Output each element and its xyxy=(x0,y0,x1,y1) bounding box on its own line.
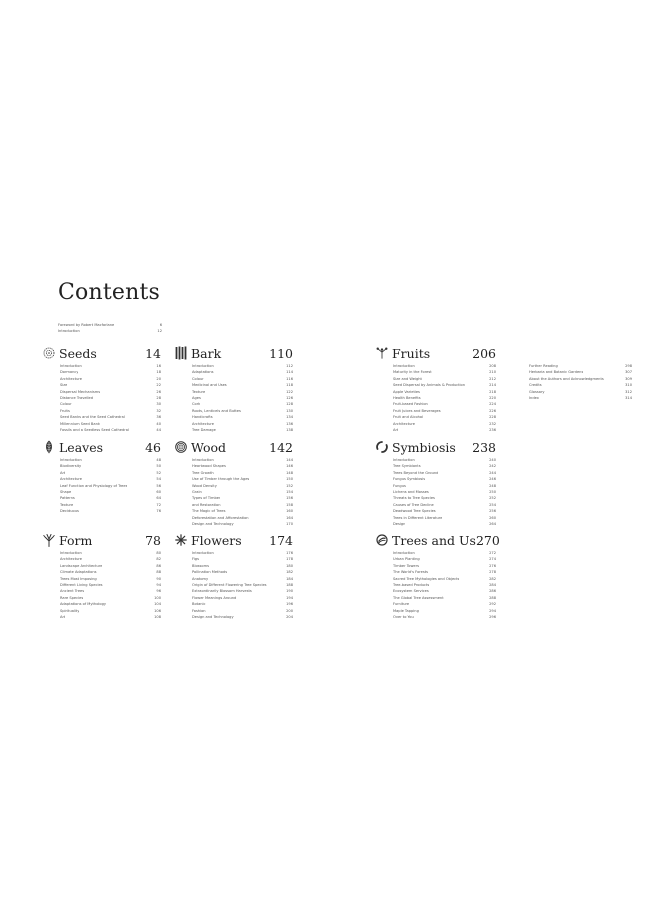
section-title[interactable]: Fruits xyxy=(392,345,431,361)
section-fruits xyxy=(376,345,496,433)
entry-label: Introduction xyxy=(393,364,415,368)
entry-page: 252 xyxy=(489,496,496,501)
entry-label: Glossary xyxy=(529,389,545,394)
entry-page: 314 xyxy=(625,396,632,401)
entry-page: 134 xyxy=(286,415,293,420)
entry-page: 40 xyxy=(156,421,161,426)
entry-label: Blossoms xyxy=(192,563,209,568)
entry-page: 64 xyxy=(156,496,161,501)
entry-page: 76 xyxy=(156,509,161,514)
entry-label: Rare Species xyxy=(60,595,84,600)
section-page: 238 xyxy=(472,439,496,455)
entry-label: Heartwood Shapes xyxy=(192,464,226,469)
entry-page: 150 xyxy=(286,477,293,482)
trees-and-us-icon xyxy=(376,533,388,547)
entry-label: Figs xyxy=(192,557,199,562)
entry-page: 56 xyxy=(156,483,161,488)
entry-label: Cork xyxy=(192,402,201,407)
entry-label: About the Authors and Acknowledgments xyxy=(529,376,604,381)
entry-page: 240 xyxy=(489,458,496,462)
entry-label: Adaptations xyxy=(192,370,214,375)
entry-label: Tree Symbionts xyxy=(393,464,421,469)
entry-label: Herbaria and Botanic Gardens xyxy=(529,370,584,375)
entry-page: 214 xyxy=(489,383,496,388)
entry-label: Maturity in the Forest xyxy=(393,370,432,375)
entry-page: 146 xyxy=(286,464,293,469)
section-page: 142 xyxy=(269,439,293,455)
entry-label: Trees Most Imposing xyxy=(60,576,97,581)
entry-label: Introduction xyxy=(393,551,415,555)
entry-page: 112 xyxy=(286,364,293,368)
section-entries xyxy=(175,457,293,527)
toc-entry[interactable] xyxy=(192,614,293,620)
entry-label: Introduction xyxy=(393,458,415,462)
entry-page: 118 xyxy=(286,383,293,388)
entry-label: Art xyxy=(60,615,66,620)
entry-label: Dormancy xyxy=(60,370,79,375)
entry-page: 82 xyxy=(156,557,161,562)
entry-page: 164 xyxy=(286,515,293,520)
entry-label: Fruits xyxy=(60,408,70,413)
entry-page: 32 xyxy=(156,408,161,413)
entry-page: 148 xyxy=(286,470,293,475)
toc-entry[interactable] xyxy=(60,427,161,433)
entry-page: 210 xyxy=(489,370,496,375)
entry-page: 272 xyxy=(489,551,496,555)
entry-page: 72 xyxy=(156,502,161,507)
toc-entry[interactable] xyxy=(60,614,161,620)
entry-label: Tree Damage xyxy=(192,428,216,433)
section-entries xyxy=(376,457,496,527)
toc-entry[interactable] xyxy=(393,427,496,433)
section-title[interactable]: Bark xyxy=(191,345,222,361)
entry-label: Spirituality xyxy=(60,608,80,613)
section-bark xyxy=(175,345,293,433)
entry-page: 298 xyxy=(625,364,632,368)
entry-page: 232 xyxy=(489,421,496,426)
entry-label: Introduction xyxy=(60,458,82,462)
entry-label: Grain xyxy=(192,490,202,495)
section-entries xyxy=(43,363,161,433)
entry-label: Botanic xyxy=(192,602,206,607)
entry-label: Introduction xyxy=(58,329,80,334)
entry-page: 88 xyxy=(156,570,161,575)
entry-page: 94 xyxy=(156,583,161,588)
entry-label: Trees in Different Literature xyxy=(393,515,443,520)
entry-label: Texture xyxy=(60,502,74,507)
entry-label: Design xyxy=(393,522,406,527)
entry-page: 312 xyxy=(625,389,632,394)
section-title[interactable]: Trees and Us xyxy=(392,532,476,548)
entry-label: Fashion xyxy=(192,608,206,613)
entry-page: 242 xyxy=(489,464,496,469)
toc-entry[interactable] xyxy=(192,427,293,433)
entry-page: 196 xyxy=(286,602,293,607)
fruit-icon xyxy=(376,346,388,360)
entry-label: Maple Tapping xyxy=(393,608,419,613)
entry-page: 188 xyxy=(286,583,293,588)
entry-label: Texture xyxy=(192,389,206,394)
toc-entry[interactable] xyxy=(529,395,632,401)
entry-label: Deciduous xyxy=(60,509,79,514)
entry-label: Patterns xyxy=(60,496,75,501)
entry-label: Wood Density xyxy=(192,483,217,488)
entry-page: 160 xyxy=(286,509,293,514)
toc-entry[interactable] xyxy=(393,614,496,620)
entry-page: 108 xyxy=(154,615,161,620)
entry-page: 194 xyxy=(286,595,293,600)
entry-page: 220 xyxy=(489,396,496,401)
entry-label: Seed Dispersal by Animals & Production xyxy=(393,383,466,388)
entry-page: 180 xyxy=(286,563,293,568)
entry-label: Fruit-based Fashion xyxy=(393,402,428,407)
entry-page: 26 xyxy=(156,389,161,394)
entry-label: Fruit Juices and Beverages xyxy=(393,408,441,413)
entry-page: 184 xyxy=(286,576,293,581)
section-title[interactable]: Symbiosis xyxy=(392,439,456,455)
entry-label: Deforestation and Afforestation xyxy=(192,515,249,520)
entry-page: 116 xyxy=(286,376,293,381)
entry-label: Apple Varieties xyxy=(393,389,420,394)
entry-label: Lichens and Mosses xyxy=(393,490,429,495)
bark-icon xyxy=(175,346,187,360)
entry-page: 244 xyxy=(489,470,496,475)
entry-page: 296 xyxy=(489,615,496,620)
section-trees-and-us xyxy=(376,532,500,620)
entry-label: Fungus Symbiosis xyxy=(393,477,426,482)
entry-label: Millennium Seed Bank xyxy=(60,421,100,426)
entry-label: Ancient Trees xyxy=(60,589,85,594)
entry-page: 224 xyxy=(489,402,496,407)
entry-label: Distance Travelled xyxy=(60,396,94,401)
entry-label: Pollination Methods xyxy=(192,570,228,575)
entry-page: 204 xyxy=(286,615,293,620)
entry-page: 248 xyxy=(489,483,496,488)
entry-label: Fruit and Alcohol xyxy=(393,415,424,420)
entry-label: Types of Timber xyxy=(192,496,221,501)
section-page: 14 xyxy=(145,345,161,361)
entry-label: Colour xyxy=(192,376,204,381)
section-page: 110 xyxy=(269,345,293,361)
symbiosis-icon xyxy=(376,440,388,454)
entry-page: 226 xyxy=(489,408,496,413)
entry-label: Introduction xyxy=(60,364,82,368)
entry-page: 264 xyxy=(489,522,496,527)
entry-label: Size and Weight xyxy=(393,376,422,381)
toc-entry[interactable] xyxy=(192,521,293,527)
entry-label: Introduction xyxy=(192,458,214,462)
entry-page: 122 xyxy=(286,389,293,394)
entry-page: 96 xyxy=(156,589,161,594)
section-wood xyxy=(175,439,293,527)
entry-page: 104 xyxy=(154,602,161,607)
entry-label: The Global Tree Assessment xyxy=(393,595,444,600)
entry-label: Dispersal Mechanisms xyxy=(60,389,101,394)
section-title[interactable]: Seeds xyxy=(59,345,97,361)
leaf-icon xyxy=(43,440,55,454)
entry-page: 50 xyxy=(156,464,161,469)
entry-page: 288 xyxy=(489,595,496,600)
section-entries xyxy=(175,363,293,433)
entry-page: 54 xyxy=(156,477,161,482)
entry-page: 200 xyxy=(286,608,293,613)
entry-label: Shape xyxy=(60,490,72,495)
section-entries xyxy=(175,550,293,620)
entry-page: 158 xyxy=(286,502,293,507)
entry-page: 106 xyxy=(154,608,161,613)
section-form xyxy=(43,532,161,620)
entry-label: Colour xyxy=(60,402,72,407)
entry-label: Extraordinarily Blossom Harvests xyxy=(192,589,252,594)
entry-page: 178 xyxy=(286,557,293,562)
entry-page: 208 xyxy=(489,364,496,368)
entry-label: Art xyxy=(60,470,66,475)
entry-label: Roots, Lenticels and Buttes xyxy=(192,408,241,413)
section-entries xyxy=(43,550,161,620)
entry-page: 52 xyxy=(156,470,161,475)
tree-form-icon xyxy=(43,533,55,547)
entry-page: 44 xyxy=(156,428,161,433)
entry-label: Architecture xyxy=(192,421,215,426)
section-title[interactable]: Wood xyxy=(191,439,227,455)
entry-page: 22 xyxy=(156,383,161,388)
entry-page: 274 xyxy=(489,557,496,562)
section-page: 46 xyxy=(145,439,161,455)
entry-label: Seed Banks and the Seed Cathedral xyxy=(60,415,125,420)
entry-page: 254 xyxy=(489,502,496,507)
entry-label: Over to You xyxy=(393,615,414,620)
entry-label: Medicinal and Uses xyxy=(192,383,227,388)
flower-icon xyxy=(175,533,187,547)
entry-page: 282 xyxy=(489,576,496,581)
entry-label: Trees Beyond the Ground xyxy=(393,470,439,475)
entry-page: 307 xyxy=(625,370,632,375)
entry-label: Use of Timber through the Ages xyxy=(192,477,250,482)
entry-page: 284 xyxy=(489,583,496,588)
entry-label: Adaptations of Mythology xyxy=(60,602,106,607)
entry-page: 48 xyxy=(156,458,161,462)
entry-page: 128 xyxy=(286,402,293,407)
entry-page: 80 xyxy=(156,551,161,555)
entry-label: Causes of Tree Decline xyxy=(393,502,434,507)
entry-label: Tree Growth xyxy=(192,470,214,475)
entry-page: 294 xyxy=(489,608,496,613)
entry-label: Ecosystem Services xyxy=(393,589,429,594)
entry-label: Design and Technology xyxy=(192,522,234,527)
back-matter-list xyxy=(529,363,632,401)
toc-entry[interactable] xyxy=(60,508,161,514)
entry-label: Architecture xyxy=(393,421,416,426)
entry-label: Landscape Architecture xyxy=(60,563,103,568)
entry-page: 156 xyxy=(286,496,293,501)
section-title[interactable]: Form xyxy=(59,532,93,548)
entry-page: 126 xyxy=(286,396,293,401)
entry-page: 218 xyxy=(489,389,496,394)
entry-label: The World's Forests xyxy=(393,570,429,575)
entry-label: Leaf Function and Physiology of Trees xyxy=(60,483,128,488)
entry-label: Size xyxy=(60,383,68,388)
entry-label: Health Benefits xyxy=(393,396,421,401)
entry-label: Furniture xyxy=(393,602,410,607)
entry-label: Climate Adaptations xyxy=(60,570,97,575)
entry-label: Architecture xyxy=(60,557,83,562)
section-page: 206 xyxy=(472,345,496,361)
entry-label: Introduction xyxy=(192,364,214,368)
section-page: 270 xyxy=(475,532,500,548)
page-title: Contents xyxy=(58,280,161,305)
entry-page: 182 xyxy=(286,570,293,575)
entry-page: 292 xyxy=(489,602,496,607)
entry-page: 20 xyxy=(156,376,161,381)
toc-entry[interactable] xyxy=(58,328,162,334)
section-symbiosis xyxy=(376,439,496,527)
entry-label: Origin of Different Flowering Tree Species xyxy=(192,583,267,588)
entry-label: Urban Planting xyxy=(393,557,420,562)
entry-page: 18 xyxy=(156,370,161,375)
entry-page: 12 xyxy=(157,329,162,334)
toc-entry[interactable] xyxy=(393,521,496,527)
entry-label: Art xyxy=(393,428,399,433)
entry-page: 286 xyxy=(489,589,496,594)
entry-page: 246 xyxy=(489,477,496,482)
entry-label: Deadwood Tree Species xyxy=(393,509,436,514)
entry-page: 250 xyxy=(489,490,496,495)
entry-page: 114 xyxy=(286,370,293,375)
entry-label: Threats to Tree Species xyxy=(393,496,435,501)
entry-page: 100 xyxy=(154,595,161,600)
entry-label: Index xyxy=(529,396,539,401)
entry-label: Sacred Tree Mythologies and Objects xyxy=(393,576,460,581)
entry-label: Biodiversity xyxy=(60,464,82,469)
seed-icon xyxy=(43,346,55,360)
section-flowers xyxy=(175,532,293,620)
entry-label: Anatomy xyxy=(192,576,209,581)
entry-page: 16 xyxy=(156,364,161,368)
entry-page: 28 xyxy=(156,396,161,401)
entry-label: Further Reading xyxy=(529,364,558,368)
entry-label: Design and Technology xyxy=(192,615,234,620)
entry-page: 176 xyxy=(286,551,293,555)
entry-label: Handicrafts xyxy=(192,415,213,420)
section-title[interactable]: Flowers xyxy=(191,532,242,548)
entry-label: and Restoration xyxy=(192,502,221,507)
section-leaves xyxy=(43,439,161,515)
entry-label: Fungus xyxy=(393,483,406,488)
entry-page: 60 xyxy=(156,490,161,495)
entry-page: 130 xyxy=(286,408,293,413)
entry-label: Fossils and a Seedless Seed Cathedral xyxy=(60,428,129,433)
entry-page: 256 xyxy=(489,509,496,514)
entry-page: 138 xyxy=(286,428,293,433)
section-seeds xyxy=(43,345,161,433)
section-entries xyxy=(43,457,161,515)
section-page: 174 xyxy=(269,532,293,548)
entry-page: 30 xyxy=(156,402,161,407)
entry-page: 236 xyxy=(489,428,496,433)
entry-label: Ages xyxy=(192,396,201,401)
entry-page: 90 xyxy=(156,576,161,581)
entry-page: 36 xyxy=(156,415,161,420)
wood-ring-icon xyxy=(175,440,187,454)
entry-page: 309 xyxy=(625,376,632,381)
entry-label: Credits xyxy=(529,383,542,388)
front-matter-list xyxy=(58,322,162,335)
entry-page: 260 xyxy=(489,515,496,520)
entry-label: Foreword by Robert Macfarlane xyxy=(58,323,115,327)
entry-label: Tree-based Products xyxy=(393,583,430,588)
entry-page: 136 xyxy=(286,421,293,426)
entry-page: 86 xyxy=(156,563,161,568)
entry-label: Architecture xyxy=(60,376,83,381)
entry-label: Architecture xyxy=(60,477,83,482)
entry-page: 6 xyxy=(159,323,162,327)
entry-page: 276 xyxy=(489,563,496,568)
section-entries xyxy=(376,363,496,433)
entry-page: 228 xyxy=(489,415,496,420)
entry-label: The Magic of Trees xyxy=(192,509,226,514)
entry-page: 152 xyxy=(286,483,293,488)
entry-page: 278 xyxy=(489,570,496,575)
entry-page: 310 xyxy=(625,383,632,388)
entry-page: 190 xyxy=(286,589,293,594)
entry-label: Different Living Species xyxy=(60,583,103,588)
entry-label: Timber Towers xyxy=(393,563,419,568)
section-page: 78 xyxy=(145,532,161,548)
section-entries xyxy=(376,550,496,620)
entry-page: 144 xyxy=(286,458,293,462)
entry-label: Introduction xyxy=(192,551,214,555)
entry-page: 212 xyxy=(489,376,496,381)
section-title[interactable]: Leaves xyxy=(59,439,104,455)
entry-label: Flower Meanings Around xyxy=(192,595,237,600)
entry-label: Introduction xyxy=(60,551,82,555)
entry-page: 170 xyxy=(286,522,293,527)
entry-page: 154 xyxy=(286,490,293,495)
